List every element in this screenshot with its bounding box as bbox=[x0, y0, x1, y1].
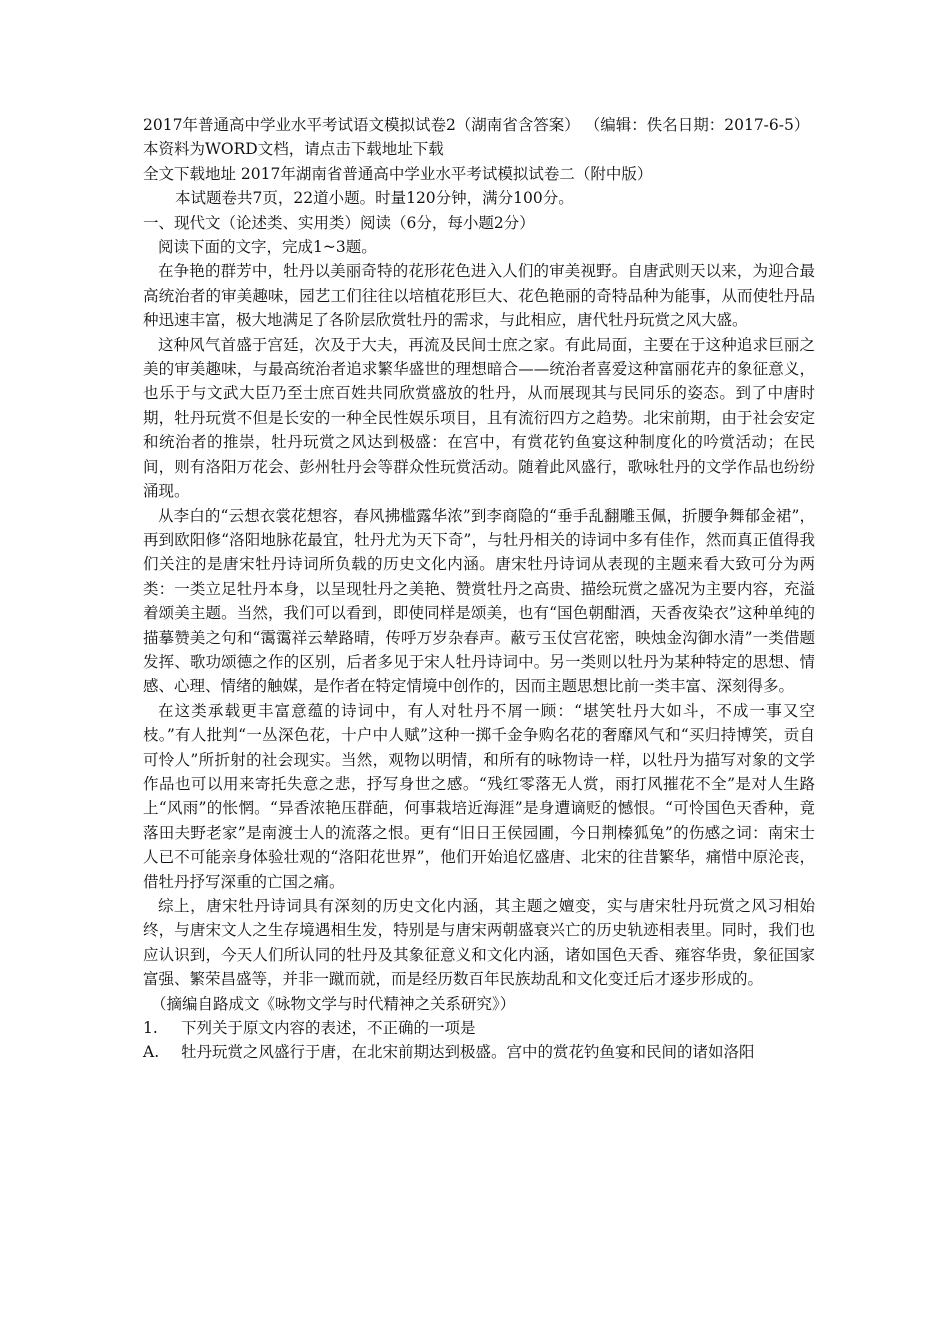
exam-intro: 本试题卷共7页，22道小题。时量120分钟，满分100分。 bbox=[175, 189, 574, 208]
document-title: 2017年普通高中学业水平考试语文模拟试卷2（湖南省含答案） （编辑：佚名日期：2017-6-5） bbox=[143, 116, 810, 134]
question-text: 下列关于原文内容的表述，不正确的一项是 bbox=[181, 1019, 476, 1038]
paragraph: 综上，唐宋牡丹诗词具有深刻的历史文化内涵，其主题之嬗变，实与唐宋牡丹玩赏之风习相始终，与唐宋文人之生存境遇相生发，特别是与唐宋两朝盛衰兴亡的历史轨迹相表里。同时，我们也应认识到，今天人们所认同的牡丹及其象征意义和文化内涵，诸如国色天香、雍容华贵，象征国家富强、繁荣昌盛等，并非一蹴而就，而是经历数百年民族劫乱和文化变迁后才逐步形成的。 bbox=[143, 897, 815, 989]
paragraph: 在这类承载更丰富意蕴的诗词中，有人对牡丹不屑一顾：“堪笑牡丹大如斗，不成一事又空枝。”有人批判“一丛深色花，十户中人赋”这种一掷千金争购名花的奢靡风气和“买归持博笑，贡自可怜人”所折射的社会现实。当然，观物以明情，和所有的咏物诗一样，以牡丹为描写对象的文学作品也可以用来寄托失意之悲，抒写身世之感。“残红零落无人赏，雨打风摧花不全”是对人生路上“风雨”的怅惘。“异香浓艳压群葩，何事栽培近海涯”是身遭谪贬的憾恨。“可怜国色天香种，竟落田夫野老家”是南渡士人的流落之恨。更有“旧日王侯园圃，今日荆榛狐兔”的伤感之词：南宋士人已不可能亲身体验壮观的“洛阳花世界”，他们开始追忆盛唐、北宋的往昔繁华，痛惜中原沦丧，借牡丹抒写深重的亡国之痛。 bbox=[143, 701, 815, 891]
word-note: 本资料为WORD文档，请点击下载地址下载 bbox=[143, 140, 444, 159]
reading-instruction: 阅读下面的文字，完成1~3题。 bbox=[158, 238, 377, 257]
option-text: 牡丹玩赏之风盛行于唐，在北宋前期达到极盛。宫中的赏花钓鱼宴和民间的诸如洛阳 bbox=[181, 1043, 755, 1062]
option-letter: A. bbox=[143, 1043, 160, 1062]
document-page bbox=[143, 113, 815, 1065]
question-1 bbox=[143, 1016, 815, 1040]
paragraph: 这种风气首盛于宫廷，次及于大夫，再流及民间士庶之家。有此局面，主要在于这种追求巨丽之美的审美趣味，与最高统治者追求繁华盛世的理想暗合——统治者喜爱这种富丽花卉的象征意义，也乐于与文武大臣乃至士庶百姓共同欣赏盛放的牡丹，从而展现其与民同乐的姿态。到了中唐时期，牡丹玩赏不但是长安的一种全民性娱乐项目，且有流衍四方之趋势。北宋前期，由于社会安定和统治者的推崇，牡丹玩赏之风达到极盛：在宫中，有赏花钓鱼宴这种制度化的吟赏活动；在民间，则有洛阳万花会、彭州牡丹会等群众性玩赏活动。随着此风盛行，歌咏牡丹的文学作品也纷纷涌现。 bbox=[143, 335, 815, 501]
option-a bbox=[143, 1040, 815, 1064]
download-link[interactable]: 全文下载地址 2017年湖南省普通高中学业水平考试模拟试卷二（附中版） bbox=[143, 164, 653, 183]
section-heading: 一、现代文（论述类、实用类）阅读（6分，每小题2分） bbox=[143, 213, 535, 232]
paragraph: 从李白的“云想衣裳花想容，春风拂槛露华浓”到李商隐的“垂手乱翻雕玉佩，折腰争舞郁金裙”，再到欧阳修“洛阳地脉花最宜，牡丹尤为天下奇”，与牡丹相关的诗词中多有佳作，然而真正值得我们关注的是唐宋牡丹诗词所负载的历史文化内涵。唐宋牡丹诗词从表现的主题来看大致可分为两类：一类立足牡丹本身，以呈现牡丹之美艳、赞赏牡丹之高贵、描绘玩赏之盛况为主要内容，充溢着颂美主题。当然，我们可以看到，即使同样是颂美，也有“国色朝酣酒，天香夜染衣”这种单纯的描摹赞美之句和“霭霭祥云辇路晴，传呼万岁杂春声。蔽亏玉仗宫花密，映烛金沟御水清”一类借题发挥、歌功颂德之作的区别，后者多见于宋人牡丹诗词中。另一类则以牡丹为某种特定的思想、情感、心理、情绪的触媒，是作者在特定情境中创作的，因而主题思想比前一类丰富、深刻得多。 bbox=[143, 506, 815, 696]
paragraph: 在争艳的群芳中，牡丹以美丽奇特的花形花色进入人们的审美视野。自唐武则天以来，为迎合最高统治者的审美趣味，园艺工们往往以培植花形巨大、花色艳丽的奇特品种为能事，从而使牡丹品种迅速丰富，极大地满足了各阶层欣赏牡丹的需求，与此相应，唐代牡丹玩赏之风大盛。 bbox=[143, 262, 815, 330]
question-number: 1. bbox=[143, 1019, 158, 1038]
source-citation: （摘编自路成文《咏物文学与时代精神之关系研究》） bbox=[151, 994, 516, 1013]
